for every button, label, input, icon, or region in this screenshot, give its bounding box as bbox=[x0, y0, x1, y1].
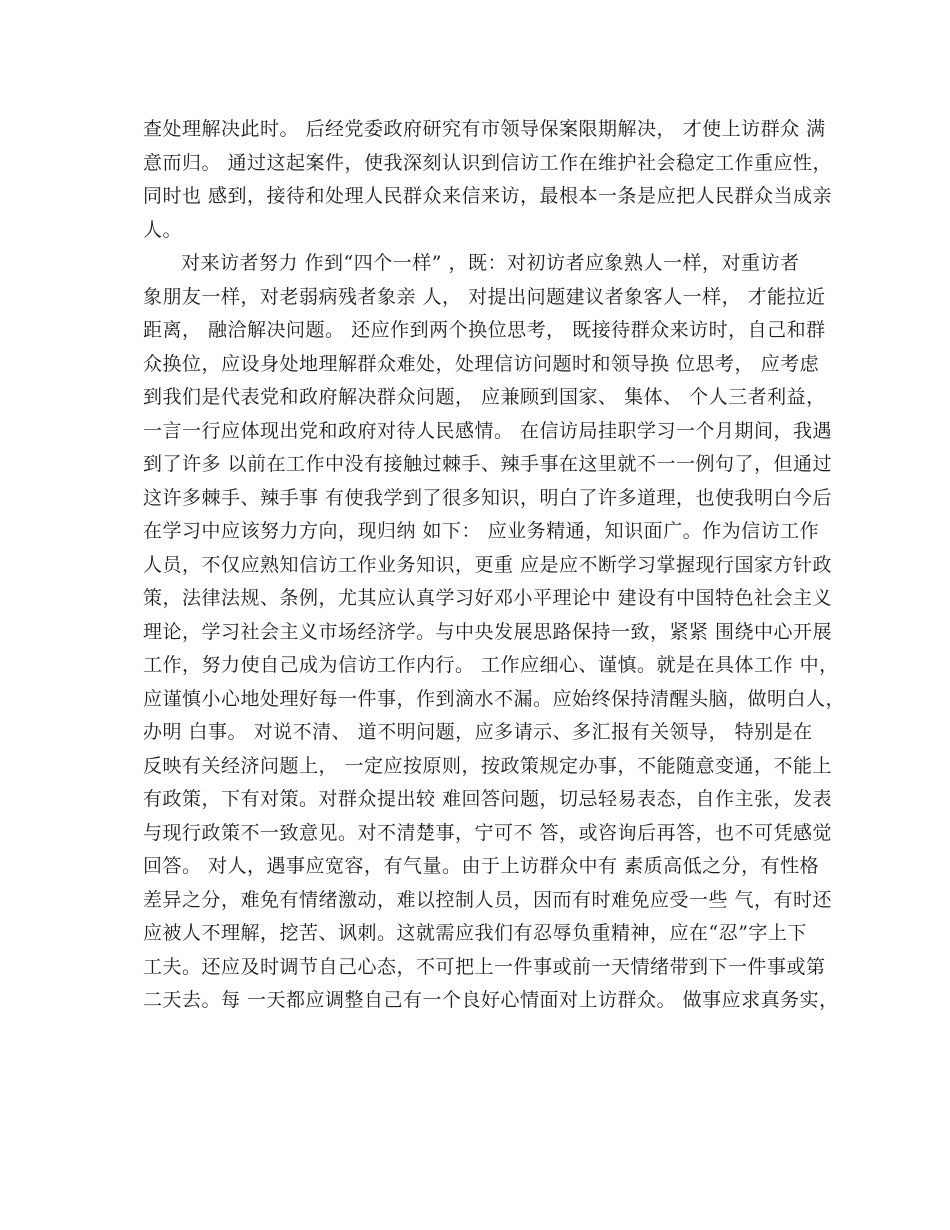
text-line: 查处理解决此时。 后经党委政府研究有市领导保案限期解决， 才使上访群众 满 bbox=[143, 118, 826, 140]
text-line: 应谨慎小心地处理好每一件事，作到滴水不漏。应始终保持清醒头脑，做明白人， bbox=[143, 687, 846, 710]
text-line: 人。 bbox=[143, 218, 183, 241]
text-line: 有政策，下有对策。对群众提出较 难回答问题，切忌轻易表态，自作主张，发表 bbox=[143, 788, 833, 810]
text-line: 在学习中应该努力方向，现归纳 如下： 应业务精通，知识面广。作为信访工作 bbox=[143, 520, 820, 542]
text-line: 差异之分，难免有情绪激动，难以控制人员，因而有时难免应受一些 气，有时还 bbox=[143, 888, 833, 911]
text-line: 策，法律法规、条例，尤其应认真学习好邓小平理论中 建设有中国特色社会主义 bbox=[143, 587, 833, 609]
text-line: 到了许多 以前在工作中没有接触过棘手、辣手事在这里就不一一例句了，但通过 bbox=[143, 453, 833, 475]
text-line: 距离， 融洽解决问题。 还应作到两个换位思考， 既接待群众来访时，自己和群 bbox=[143, 319, 826, 341]
text-line-paragraph-start: 对来访者努力 作到“四个一样” ，既：对初访者应象熟人一样，对重访者 bbox=[181, 252, 800, 274]
text-line: 与现行政策不一致意见。对不清楚事，宁可不 答，或咨询后再答，也不可凭感觉 bbox=[143, 821, 833, 844]
text-line: 反映有关经济问题上， 一定应按原则，按政策规定办事，不能随意变通，不能上 bbox=[143, 754, 833, 777]
body-text bbox=[143, 113, 846, 1018]
text-line: 工作，努力使自己成为信访工作内行。 工作应细心、谨慎。就是在具体工作 中， bbox=[143, 654, 839, 676]
text-line: 这许多棘手、辣手事 有使我学到了很多知识，明白了许多道理，也使我明白今后 bbox=[143, 486, 833, 509]
text-line: 应被人不理解，挖苦、讽刺。这就需应我们有忍辱负重精神，应在“忍”字上下 bbox=[143, 922, 807, 944]
text-line: 意而归。 通过这起案件，使我深刻认识到信访工作在维护社会稳定工作重应性， bbox=[143, 151, 833, 174]
text-line: 象朋友一样，对老弱病残者象亲 人， 对提出问题建议者象客人一样， 才能拉近 bbox=[143, 285, 826, 308]
text-line: 办明 白事。 对说不清、 道不明问题，应多请示、多汇报有关领导， 特别是在 bbox=[143, 721, 813, 743]
text-line: 到我们是代表党和政府解决群众问题， 应兼顾到国家、 集体、 个人三者利益， bbox=[143, 386, 826, 408]
text-line: 二天去。每 一天都应调整自己有一个良好心情面对上访群众。 做事应求真务实， bbox=[143, 989, 839, 1011]
text-line: 众换位，应设身处地理解群众难处，处理信访问题时和领导换 位思考， 应考虑 bbox=[143, 352, 820, 375]
text-line: 同时也 感到，接待和处理人民群众来信来访，最根本一条是应把人民群众当成亲 bbox=[143, 185, 833, 207]
text-line: 工夫。还应及时调节自己心态，不可把上一件事或前一天情绪带到下一件事或第 bbox=[143, 955, 826, 978]
text-line: 人员，不仅应熟知信访工作业务知识，更重 应是应不断学习掌握现行国家方针政 bbox=[143, 553, 833, 576]
text-line: 回答。 对人，遇事应宽容，有气量。由于上访群众中有 素质高低之分，有性格 bbox=[143, 855, 820, 877]
text-line: 理论，学习社会主义市场经济学。与中央发展思路保持一致，紧紧 围绕中心开展 bbox=[143, 620, 833, 643]
text-line: 一言一行应体现出党和政府对待人民感情。 在信访局挂职学习一个月期间，我遇 bbox=[143, 419, 833, 442]
